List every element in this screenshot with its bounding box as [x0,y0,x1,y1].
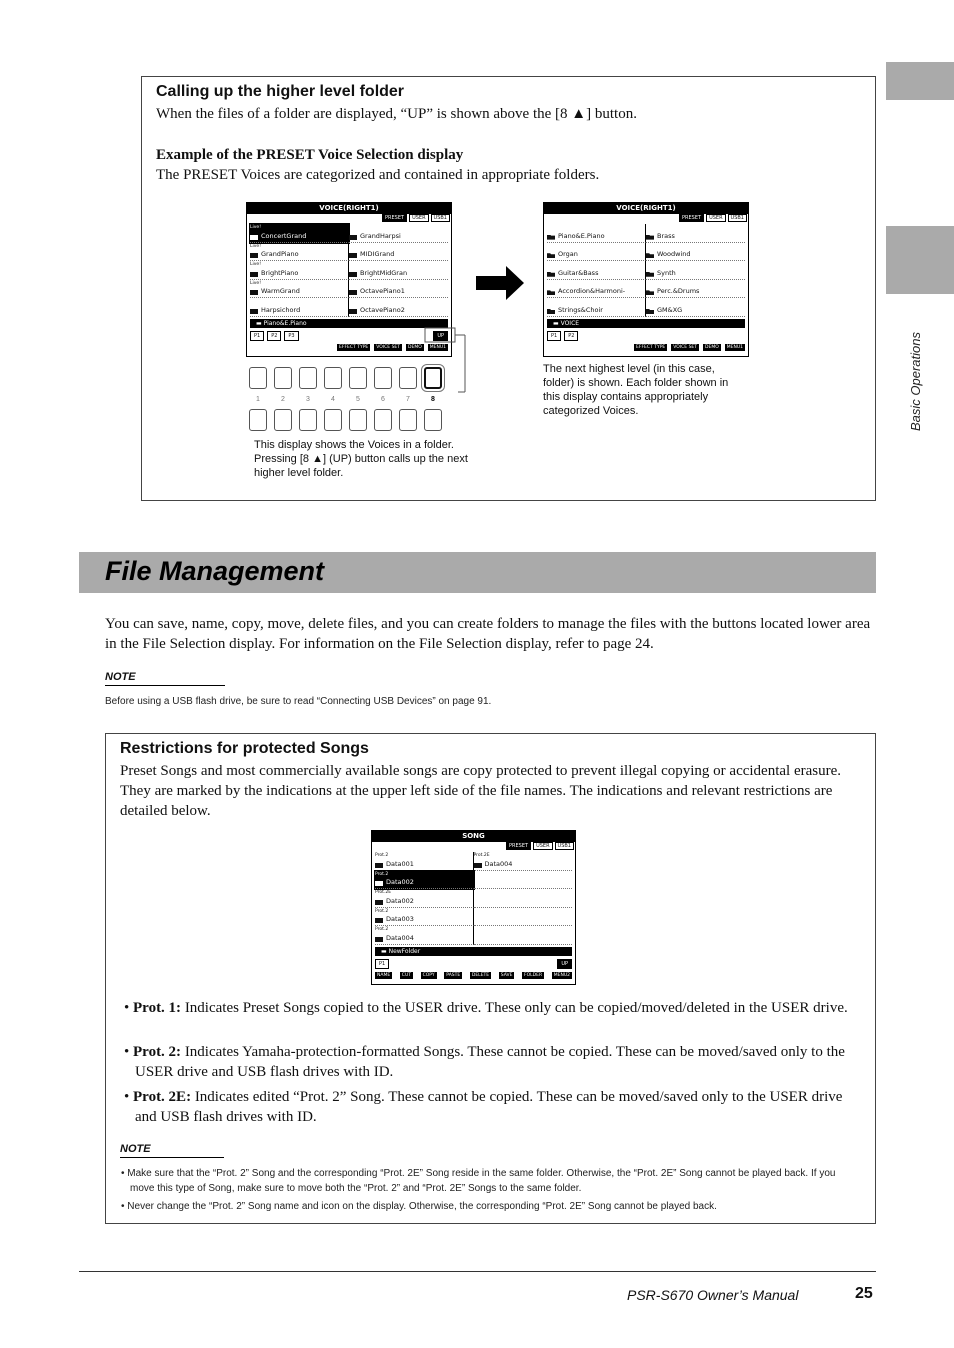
footer-rule [79,1271,876,1272]
lcd-song-display [371,830,576,985]
panel-button-2-down[interactable] [274,409,292,431]
panel-button-2-up[interactable] [274,367,292,389]
lcd-tab-usb1[interactable]: USB1 [728,214,747,222]
folder-icon [646,235,654,240]
func-voice-set[interactable]: VOICE SET [673,345,698,350]
list-item[interactable] [646,243,745,262]
page-p3[interactable]: P3 [284,331,298,341]
folder-icon [547,309,555,314]
voice-icon [349,235,357,240]
func-cut[interactable]: CUT [401,973,411,978]
list-item[interactable] [547,298,646,317]
func-menu1[interactable]: MENU1 [726,345,743,350]
section-intro: You can save, name, copy, move, delete files, and you can create folders to manage the files with the buttons located lower area in the File Selection display. For information on the File Selection display, refer to page 24. [105,616,871,652]
example-text: The PRESET Voices are categorized and contained in appropriate folders. [156,167,600,183]
song-icon [375,863,383,868]
list-item[interactable] [250,243,349,262]
list-item[interactable] [250,280,349,299]
song-icon [375,918,383,923]
item-tag: Prot.2 [375,908,389,914]
voice-icon [250,272,258,277]
item-label: Piano&E.Piano [558,231,605,240]
func-copy[interactable]: COPY [422,973,435,978]
list-item[interactable] [250,298,349,317]
folder-icon: ▬ [553,320,561,327]
page-p1[interactable]: P1 [547,331,561,341]
panel-button-5-down[interactable] [349,409,367,431]
bullet-prot1: • Prot. 1: Indicates Preset Songs copied to the USER drive. These only can be copied/moved/deleted in the USER drive. [124,1000,848,1016]
panel-buttons-lower [249,409,442,431]
item-label: ConcertGrand [261,231,307,240]
list-item[interactable] [474,889,573,908]
list-item[interactable] [375,889,474,908]
lcd-tab-usb1[interactable]: USB1 [555,842,574,850]
list-item[interactable] [375,852,474,871]
item-tag: Live! [250,225,261,230]
item-label: Perc.&Drums [657,287,700,296]
folder-icon [646,253,654,258]
note-item-2: • Never change the “Prot. 2” Song name and icon on the display. Otherwise, the corresponding “Prot. 2E” Song cannot be played back. [121,1201,717,1212]
note-label: NOTE [105,671,225,686]
list-item[interactable] [349,298,448,317]
folder-icon: ▬ [256,320,264,327]
lcd-title-song: SONG [372,831,575,842]
note-text: Before using a USB flash drive, be sure to read “Connecting USB Devices” on page 91. [105,696,492,707]
list-item[interactable] [349,243,448,262]
panel-button-7-up[interactable] [399,367,417,389]
item-label: Organ [558,250,578,259]
lcd-title-right: VOICE(RIGHT1) [544,203,748,214]
list-item[interactable] [375,908,474,927]
item-label: Data002 [386,878,414,887]
item-label: MIDIGrand [360,250,395,259]
folder-icon: ▬ [381,948,389,955]
box2-heading: Restrictions for protected Songs [120,740,369,757]
lcd-title: VOICE(RIGHT1) [247,203,451,214]
item-label: GrandPiano [261,250,299,259]
item-label: GrandHarpsi [360,231,401,240]
item-label: Harpsichord [261,305,301,314]
lcd-path-song: ▬ NewFolder [375,947,572,956]
song-icon [375,881,383,886]
up-button[interactable]: UP [557,959,572,969]
item-tag: Live! [250,262,261,268]
item-label: BrightMidGran [360,268,408,277]
folder-icon [646,290,654,295]
func-voice-set[interactable]: VOICE SET [376,345,401,350]
item-label: Accordion&Harmoni- [558,287,626,296]
folder-icon [646,272,654,277]
list-item[interactable] [349,261,448,280]
page-p2[interactable]: P2 [267,331,281,341]
item-label: GM&XG [657,305,683,314]
list-item[interactable] [474,926,573,945]
up-button[interactable]: UP [433,331,448,341]
panel-button-3-up[interactable] [299,367,317,389]
side-tab-marker-active [886,226,954,294]
panel-button-8-down[interactable] [424,409,442,431]
note-item-1: • Make sure that the “Prot. 2” Song and the corresponding “Prot. 2E” Song reside in the same folder. Otherwise, the “Prot. 2E” Song cannot be played back. If you move this type of Song, make sure to move both the “Prot. 2” and “Prot. 2E” Songs to the same folder. [121,1168,836,1194]
list-item[interactable] [474,908,573,927]
box1-heading: Calling up the higher level folder [156,83,405,100]
item-label: BrightPiano [261,268,299,277]
func-delete[interactable]: DELETE [471,973,490,978]
item-tag: Prot.2 [375,927,389,933]
list-item[interactable] [547,280,646,299]
page-number: 25 [855,1285,873,1302]
func-demo[interactable]: DEMO [705,345,719,350]
bullet-prot2e: • Prot. 2E: Indicates edited “Prot. 2” Song. These cannot be copied. These can be moved/saved only to the USER drive and USB flash drives with ID. [124,1089,843,1125]
section-title: File Management [105,556,325,586]
item-label: Data001 [386,859,414,868]
lcd-tab-preset[interactable]: PRESET [506,842,531,850]
item-label: Data004 [484,859,513,868]
panel-button-3-down[interactable] [299,409,317,431]
song-icon [375,900,383,905]
voice-icon [349,253,357,258]
lcd-tab-preset[interactable]: PRESET [679,214,704,222]
page-p2[interactable]: P2 [564,331,578,341]
folder-icon [646,309,654,314]
lcd-tab-user[interactable]: USER [706,214,725,222]
list-item[interactable] [547,224,646,243]
folder-icon [547,253,555,258]
page-p1[interactable]: P1 [250,331,264,341]
voice-icon [349,309,357,314]
list-item[interactable] [646,298,745,317]
voice-icon [250,235,258,240]
lcd-tab-user[interactable]: USER [409,214,428,222]
item-tag: Prot.2E [375,890,392,896]
item-label: Data003 [386,915,414,924]
note-label-2: NOTE [120,1143,224,1158]
func-folder[interactable]: FOLDER [524,973,543,978]
func-effect-type[interactable]: EFFECT TYPE [339,345,369,350]
func-menu2[interactable]: MENU2 [553,973,570,978]
panel-buttons-upper [249,367,442,389]
func-paste[interactable]: PASTE [446,973,461,978]
example-heading: Example of the PRESET Voice Selection display [156,147,464,163]
list-item[interactable] [547,243,646,262]
func-demo[interactable]: DEMO [408,345,422,350]
lcd-voice-top-display [543,202,749,357]
page-p1[interactable]: P1 [375,959,389,969]
item-tag: Live! [250,280,261,286]
arrow-right-icon [476,266,526,300]
list-item[interactable] [375,926,474,945]
folder-icon [547,290,555,295]
item-tag: Live! [250,243,261,249]
panel-button-1-down[interactable] [249,409,267,431]
func-effect-type[interactable]: EFFECT TYPE [636,345,666,350]
item-label: WarmGrand [261,287,300,296]
item-label: OctavePiano2 [360,305,405,314]
voice-icon [250,253,258,258]
list-item[interactable] [349,280,448,299]
voice-icon [250,309,258,314]
lcd-path-right: ▬ VOICE [547,319,745,328]
item-label: Guitar&Bass [558,268,599,277]
song-icon [474,863,482,868]
item-tag: Prot.2 [375,871,389,877]
panel-button-8-up[interactable] [424,367,442,389]
side-chapter-label: Basic Operations [908,332,923,431]
item-label: Woodwind [657,250,691,259]
func-menu1[interactable]: MENU1 [429,345,446,350]
list-item[interactable] [474,852,573,871]
list-item[interactable] [250,224,349,243]
item-label: Brass [657,231,675,240]
func-name[interactable]: NAME [377,973,391,978]
panel-button-6-up[interactable] [374,367,392,389]
panel-button-4-down[interactable] [324,409,342,431]
side-tab-marker [886,62,954,100]
lcd-path: ▬ Piano&E.Piano [250,319,448,328]
item-tag: Prot.2 [375,853,389,858]
panel-button-5-up[interactable] [349,367,367,389]
panel-button-6-down[interactable] [374,409,392,431]
voice-icon [349,290,357,295]
item-label: Strings&Choir [558,305,603,314]
list-item[interactable] [349,224,448,243]
lcd-tab-user[interactable]: USER [533,842,552,850]
item-label: Data004 [386,933,414,942]
box1-intro: When the files of a folder are displayed, “UP” is shown above the [8 ▲] button. [156,106,637,122]
lcd-tab-preset[interactable]: PRESET [382,214,407,222]
func-save[interactable]: SAVE [500,973,513,978]
box2-text: Preset Songs and most commercially available songs are copy protected to prevent illegal copying or accidental erasure. They are marked by the indications at the upper left side of the file names. The indications and relevant restrictions are detailed below. [120,763,842,819]
list-item[interactable] [474,871,573,890]
list-item[interactable] [646,261,745,280]
panel-button-1-up[interactable] [249,367,267,389]
panel-button-7-down[interactable] [399,409,417,431]
song-icon [375,937,383,942]
folder-icon [547,235,555,240]
footer-manual-title: PSR-S670 Owner’s Manual [627,1287,799,1303]
voice-icon [349,272,357,277]
list-item[interactable] [547,261,646,280]
caption-left: This display shows the Voices in a folder. Pressing [8 ▲] (UP) button calls up the next higher level folder. [254,439,468,479]
folder-icon [547,272,555,277]
item-label: Synth [657,268,676,277]
caption-right: The next highest level (in this case, folder) is shown. Each folder shown in this display contains appropriately categorized Voices. [543,363,729,417]
lcd-tab-usb1[interactable]: USB1 [431,214,450,222]
list-item[interactable] [646,224,745,243]
panel-button-4-up[interactable] [324,367,342,389]
bullet-prot2: • Prot. 2: Indicates Yamaha-protection-formatted Songs. These cannot be copied. These can be moved/saved only to the USER drive and USB flash drives with ID. [124,1044,845,1080]
list-item[interactable] [250,261,349,280]
item-label: Data002 [386,896,414,905]
list-item[interactable] [375,871,474,890]
voice-icon [250,290,258,295]
panel-button-numbers: 1 2 3 4 5 6 7 8 [256,396,435,403]
list-item[interactable] [646,280,745,299]
item-label: OctavePiano1 [360,287,405,296]
item-tag: Prot.2E [473,853,490,858]
